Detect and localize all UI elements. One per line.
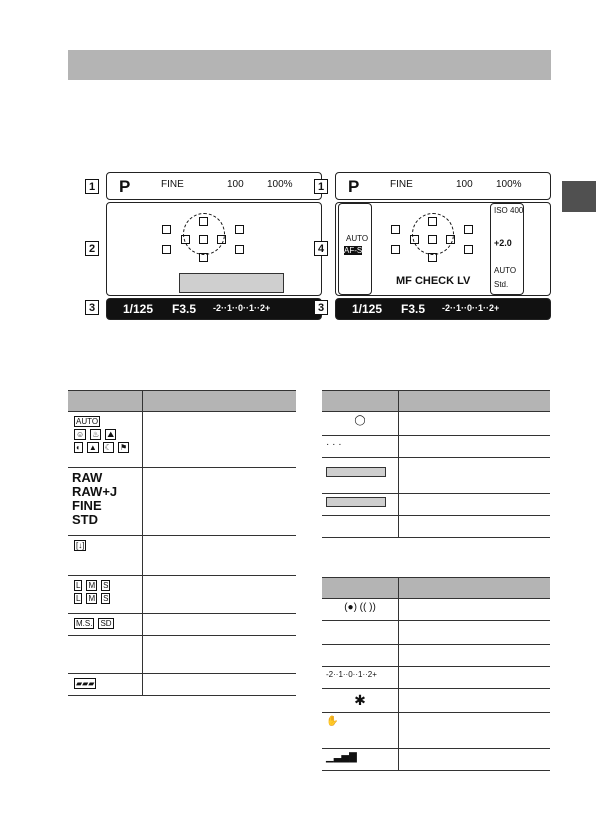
shutter-label: 1/125: [123, 302, 154, 316]
battery-icon: ▰▰▰: [76, 679, 95, 688]
depth-scale-icon: [326, 497, 386, 507]
memory-stick-icon: M.S.: [76, 619, 93, 628]
table-row: [322, 645, 550, 667]
signal-strength-icon: ▁▃▅▇: [326, 752, 357, 763]
aperture-label: F3.5: [172, 302, 197, 316]
lcd-display-left: [104, 170, 324, 322]
landscape-icon: ⛰: [107, 430, 115, 439]
af-point: [235, 245, 244, 254]
size-s-icon: S: [103, 581, 109, 590]
lcd-bottom-bar: 1/125 F3.5 -2··1··0··1··2+: [335, 298, 551, 320]
table-row: [68, 468, 296, 536]
af-point: [428, 253, 437, 262]
af-point: [235, 225, 244, 234]
spot-circle-icon: ◯: [354, 415, 366, 426]
night-icon: ☾: [104, 443, 112, 452]
table-left: [68, 390, 296, 696]
quality-label: FINE: [161, 179, 184, 190]
af-point: [410, 235, 419, 244]
table-header: [143, 391, 297, 412]
table-header: [322, 578, 399, 599]
af-point: [217, 235, 226, 244]
depth-scale: [179, 273, 284, 293]
table-header: [399, 578, 551, 599]
lcd-af-area: [335, 202, 551, 296]
table-header: [322, 391, 399, 412]
left-side-panel: AUTO AF-S: [338, 203, 372, 295]
af-point: [464, 245, 473, 254]
mf-check-label: MF CHECK LV: [396, 275, 471, 287]
macro-icon: ◐: [76, 443, 81, 452]
memory-icon: [↓]: [76, 541, 85, 550]
table-header: [68, 391, 143, 412]
wide-s-icon: S: [103, 594, 109, 603]
table-row: [322, 667, 550, 689]
flash-off-icon: ⚑: [119, 443, 128, 452]
af-point: [391, 225, 400, 234]
camera-shake-icon: ✋: [326, 716, 339, 727]
af-indicator-icon: (●) (( )): [344, 602, 376, 613]
table-row: [322, 621, 550, 645]
depth-scale-icon: [326, 467, 386, 477]
ae-lock-icon: ✱: [354, 692, 366, 708]
table-row: [322, 713, 550, 749]
table-row: [68, 412, 296, 468]
size-l-icon: L: [76, 581, 81, 590]
table-row: [68, 536, 296, 576]
af-point: [391, 245, 400, 254]
section-title-bar: [68, 50, 551, 80]
iso-label: 100: [227, 179, 244, 190]
lcd-bottom-bar: [106, 298, 322, 320]
quality-raw: RAW: [72, 470, 103, 485]
right-side-panel: ISO 400 +2.0 AUTO Std.: [490, 203, 524, 295]
table-row: [68, 614, 296, 636]
table-row: [68, 674, 296, 696]
table-row: [68, 576, 296, 614]
table-row: [322, 689, 550, 713]
ev-scale-icon: -2··1··0··1··2+: [326, 670, 377, 679]
auto-icon: AUTO: [76, 417, 99, 426]
af-point: [464, 225, 473, 234]
table-right-top: [322, 390, 550, 538]
wide-l-icon: L: [76, 594, 81, 603]
table-row: [322, 458, 550, 494]
quality-std: STD: [72, 512, 98, 527]
side-tab: [562, 181, 596, 212]
table-row: [68, 636, 296, 674]
af-point: [428, 217, 437, 226]
table-row: [322, 749, 550, 771]
sports-icon: ♨: [92, 430, 100, 439]
af-point: [162, 245, 171, 254]
mountain-icon: ▲: [88, 443, 97, 452]
table-row: [322, 516, 550, 538]
table-row: [322, 436, 550, 458]
af-point: [181, 235, 190, 244]
af-point: [199, 217, 208, 226]
af-point: [428, 235, 437, 244]
portrait-icon: ☺: [76, 430, 85, 439]
lcd-top-info: [106, 172, 322, 200]
lcd-top-info: P FINE 100 100%: [335, 172, 551, 200]
table-header: [399, 391, 551, 412]
lcd-display-right: [333, 170, 553, 322]
ev-scale: -2··1··0··1··2+: [213, 303, 271, 313]
table-row: [322, 494, 550, 516]
lcd-af-area: [106, 202, 322, 296]
af-point: [162, 225, 171, 234]
af-point: [446, 235, 455, 244]
quality-raw-jpeg: RAW+J: [72, 484, 118, 499]
quality-fine: FINE: [72, 498, 102, 513]
table-right-bottom: [322, 577, 550, 771]
af-area-icon: · · ·: [326, 439, 342, 450]
sd-card-icon: SD: [100, 619, 112, 628]
mode-label: P: [119, 177, 131, 196]
size-m-icon: M: [88, 581, 96, 590]
af-point: [199, 235, 208, 244]
af-point: [199, 253, 208, 262]
wide-m-icon: M: [88, 594, 96, 603]
table-row: [322, 599, 550, 621]
battery-label: 100%: [267, 179, 293, 190]
table-row: [322, 412, 550, 436]
